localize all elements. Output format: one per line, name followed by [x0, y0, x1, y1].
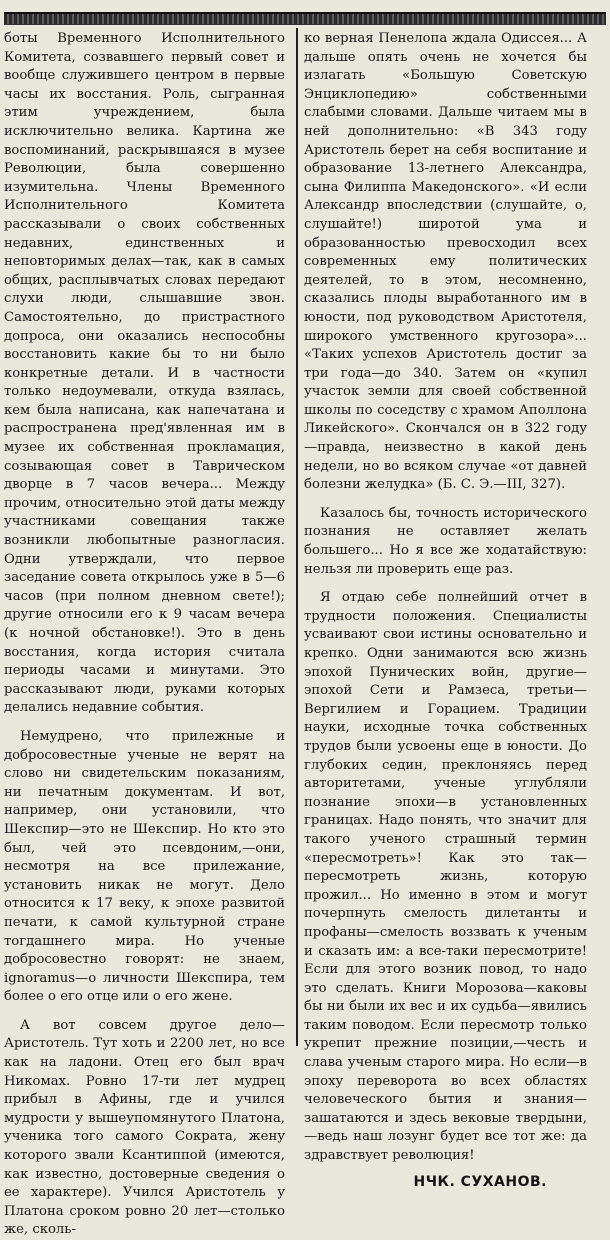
column-divider: [296, 28, 298, 1046]
right-paragraph-3: Я отдаю себе полнейший отчет в трудности положения. Специалисты усваивают свои истины основательно и крепко. Одни занимаются всю жизнь эпохой Пунических войн, другие—эпохой Сети и Рамзеса, третьи—Вергилием и Горацием. Традиции науки, исходные точка собственных трудов были усвоены еще в юности. До глубоких седин, преклоняясь перед авторитетами, ученые углубляли познание эпохи—в установленных границах. Надо понять, что значит для такого ученого страшный термин «пересмотреть»! Как это так—пересмотреть жизнь, которую прожил... Но именно в этом и могут почерпнуть смелость дилетанты и профаны—смелость воззвать к ученым и сказать им: а все-таки пересмотрите! Если для этого возник повод, то надо это сделать. Книги Морозова—каковы бы ни были их вес и их судьба—явились таким поводом. Если пересмотр только укрепит прежние позиции,—честь и слава ученым старого мира. Но если—в эпоху переворота во всех областях человеческого бытия и знания—зашатаются и здесь вековые твердыни,—ведь наш лозунг будет все тот же: да здравствует революция!: [304, 590, 587, 1164]
left-paragraph-1: боты Временного Исполнительного Комитета, созвавшего первый совет и вообще служившего центром в первые часы их восстания. Роль, сыгранная этим учреждением, была исключительно велика. Картина же воспоминаний, раскрывшаяся в музее Революции, была совершенно изумительна. Члены Временного Исполнительного Комитета рассказывали о своих собственных недавних, единственных и неповторимых делах—так, как в самых общих, расплывчатых словах передают слухи люди, слышавшие звон. Самостоятельно, до пристрастного допроса, они оказались неспособны восстановить какие бы то ни было конкретные детали. И в частности только недоумевали, откуда взялась, кем была написана, как напечатана и распространена пред'явленная им в музее их собственная прокламация, созывающая совет в Таврическом дворце в 7 часов вечера... Между прочим, относительно этой даты между участниками совещания также возникли любопытные разногласия. Одни утверждали, что первое заседание совета открылось уже в 5—6 часов (при полном дневном свете!); другие относили его к 9 часам вечера (к ночной обстановке!). Это в день восстания, когда история считала периоды часами и минутами. Это рассказывают люди, руками которых делались недавние события.: [4, 31, 285, 716]
left-paragraph-3: А вот совсем другое дело—Аристотель. Тут хоть и 2200 лет, но все как на ладони. Отец его был врач Никомах. Ровно 17-ти лет мудрец прибыл в Афины, где и учился мудрости у вышеупомянутого Платона, ученика того самого Сократа, жену которого звали Ксантиппой (имеются, как известно, достоверные сведения о ее характере). Учился Аристотель у Платона сроком ровно 20 лет—столько же, сколь-: [4, 1017, 285, 1238]
right-paragraph-2: Казалось бы, точность исторического познания не оставляет желать большего... Но я все же ходатайствую: нельзя ли проверить еще раз.: [304, 505, 587, 577]
left-paragraph-2: Немудрено, что прилежные и добросовестные ученые не верят на слово ни свидетельским показаниям, ни печатным документам. И вот, например, они установили, что Шекспир—это не Шекспир. Но кто это был, чей это псевдоним,—они, несмотря на все прилежание, установить никак не могут. Дело относится к 17 веку, к эпохе развитой печати, к самой культурной стране тогдашнего мира. Но ученые добросовестно говорят: не знаем, ignoramus—о личности Шекспира, тем более о его отце или о его жене.: [4, 728, 285, 1005]
left-column: [4, 30, 289, 1238]
right-column: [302, 30, 587, 1190]
top-rule: [4, 12, 606, 25]
author-signature: НЧК. СУХАНОВ.: [413, 1173, 547, 1190]
right-paragraph-1: ко верная Пенелопа ждала Одиссея... А дальше опять очень не хочется бы излагать «Большую Советскую Энциклопедию» собственными слабыми словами. Дальше читаем мы в ней дополнительно: «В 343 году Аристотель берет на себя воспитание и образование 13-летнего Александра, сына Филиппа Македонского». «И если Александр впоследствии (слушайте, о, слушайте!) широтой ума и образованностью превосходил всех современных ему политических деятелей, то в этом, несомненно, сказались плоды выработанного им в юности, под руководством Аристотеля, широкого умственного кругозора»... «Таких успехов Аристотель достиг за три года—до 340. Затем он «купил участок земли для своей собственной школы по соседству с храмом Аполлона Ликейского». Скончался он в 322 году—правда, неизвестно в какой день недели, но во всяком случае «от давней болезни желудка» (Б. С. Э.—III, 327).: [304, 31, 587, 493]
